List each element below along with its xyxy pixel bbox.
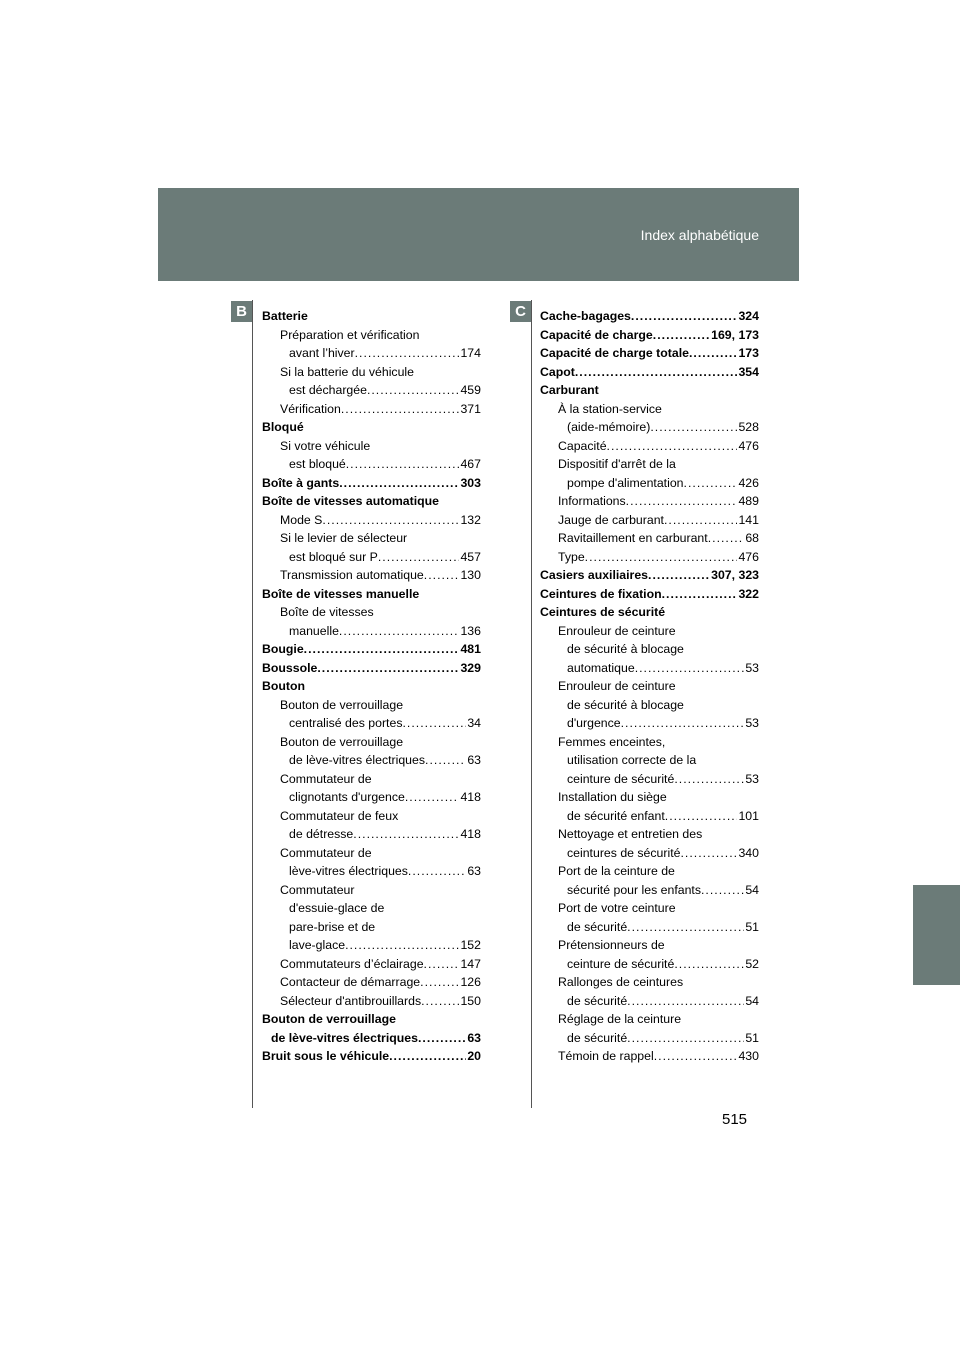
index-entry-page: 51	[745, 1030, 759, 1045]
index-entry-page: 322	[738, 586, 759, 601]
index-entry	[540, 899, 759, 918]
index-entry	[262, 548, 481, 567]
index-entry	[262, 899, 481, 918]
index-entry	[540, 566, 759, 585]
index-entry-page: 426	[738, 475, 759, 490]
index-entry	[540, 1029, 759, 1048]
dot-leader	[402, 714, 466, 733]
index-entry-text: de sécurité enfant	[567, 808, 665, 823]
index-entry-text: ceintures de sécurité	[567, 845, 681, 860]
index-entry	[262, 326, 481, 345]
index-entry-text: ceinture de sécurité	[567, 956, 675, 971]
index-entry-text: est bloqué sur P	[289, 549, 378, 564]
dot-leader	[635, 659, 745, 678]
index-entry-text: Ceintures de sécurité	[540, 605, 666, 619]
section-letter-badge-c: C	[510, 301, 531, 322]
index-entry-text: Ravitaillement en carburant	[558, 531, 708, 545]
index-entry	[540, 696, 759, 715]
index-entry	[262, 825, 481, 844]
index-entry-text: avant l’hiver	[289, 346, 355, 360]
index-entry-text: Boussole	[262, 660, 318, 675]
dot-leader	[421, 992, 459, 1011]
index-entry	[262, 936, 481, 955]
index-entry-page: 63	[467, 1030, 481, 1045]
index-entry-text: Transmission automatique	[280, 568, 424, 582]
index-entry-text: lave-glace	[289, 938, 346, 952]
dot-leader	[626, 492, 738, 511]
index-entry-page: 152	[460, 938, 481, 952]
index-entry-text: Prétensionneurs de	[558, 938, 665, 952]
index-entry-text: de lève-vitres électriques	[271, 1030, 418, 1045]
index-entry	[540, 751, 759, 770]
index-entry-text: Sélecteur d'antibrouillards	[280, 993, 422, 1008]
index-entry-text: Bruit sous le véhicule	[262, 1049, 390, 1063]
index-entry	[540, 770, 759, 789]
index-entry-text: d'essuie-glace de	[289, 901, 385, 915]
index-entry-page: 53	[745, 660, 759, 675]
index-entry-page: 481	[460, 642, 481, 656]
index-entry	[540, 807, 759, 826]
index-entry	[262, 529, 481, 548]
index-entry-page: 63	[467, 864, 481, 878]
dot-leader	[585, 548, 738, 567]
index-entry	[540, 677, 759, 696]
index-entry	[262, 418, 481, 437]
index-entry	[540, 955, 759, 974]
index-entry	[262, 566, 481, 585]
index-entry	[262, 696, 481, 715]
index-entry-text: Témoin de rappel	[558, 1049, 654, 1063]
index-entry	[262, 881, 481, 900]
index-entry-page: 68	[745, 531, 759, 545]
index-entry-page: 53	[745, 716, 759, 730]
dot-leader	[650, 418, 737, 437]
index-entry-text: Contacteur de démarrage	[280, 975, 421, 989]
index-entry-text: utilisation correcte de la	[567, 753, 697, 767]
index-entry-page: 51	[745, 919, 759, 934]
index-entry-text: Commutateur de	[280, 845, 372, 860]
index-entry-text: Bloqué	[262, 420, 304, 434]
index-entry-text: Commutateurs d’éclairage	[280, 956, 424, 971]
dot-leader	[304, 640, 460, 659]
index-entry	[540, 603, 759, 622]
index-entry-text: Carburant	[540, 383, 599, 397]
dot-leader	[575, 363, 738, 382]
dot-leader	[627, 992, 744, 1011]
dot-leader	[346, 455, 460, 474]
index-entry	[540, 363, 759, 382]
index-entry	[262, 733, 481, 752]
dot-leader	[405, 788, 460, 807]
dot-leader	[627, 1029, 744, 1048]
index-entry	[540, 548, 759, 567]
index-entry	[262, 770, 481, 789]
index-entry	[262, 659, 481, 678]
index-entry	[262, 511, 481, 530]
index-entry-text: manuelle	[289, 623, 339, 638]
index-entry-text: Capot	[540, 364, 575, 379]
index-entry-text: de sécurité à blocage	[567, 642, 684, 656]
dot-leader	[684, 474, 738, 493]
index-entry-page: 476	[738, 549, 759, 564]
dot-leader	[353, 825, 459, 844]
index-entry	[540, 1010, 759, 1029]
index-entry-text: centralisé des portes	[289, 716, 403, 730]
index-entry	[540, 400, 759, 419]
dot-leader	[664, 511, 738, 530]
dot-leader	[424, 955, 460, 974]
dot-leader	[339, 622, 460, 641]
index-entry	[262, 455, 481, 474]
index-entry-text: ceinture de sécurité	[567, 771, 675, 786]
index-entry	[262, 474, 481, 493]
index-entry-text: (aide-mémoire)	[567, 420, 651, 434]
column-divider-middle	[531, 300, 532, 1108]
index-entry	[540, 825, 759, 844]
index-entry-page: 457	[460, 549, 481, 564]
index-entry-text: Commutateur de feux	[280, 808, 399, 823]
dot-leader	[424, 566, 460, 585]
index-entry	[262, 844, 481, 863]
index-entry-text: Cache-bagages	[540, 309, 631, 323]
section-letter-badge-b: B	[231, 301, 252, 322]
index-entry-text: Boîte à gants	[262, 475, 340, 490]
index-entry-text: Si la batterie du véhicule	[280, 364, 414, 379]
index-entry-text: de sécurité à blocage	[567, 697, 684, 712]
index-entry-page: 174	[460, 346, 481, 360]
index-entry-text: Bouton de verrouillage	[262, 1012, 396, 1026]
index-entry	[540, 714, 759, 733]
index-entry	[540, 622, 759, 641]
index-entry	[540, 455, 759, 474]
index-entry-text: automatique	[567, 660, 635, 675]
index-entry-text: Boîte de vitesses automatique	[262, 494, 439, 508]
index-entry-text: Si votre véhicule	[280, 438, 371, 453]
index-entry-page: 53	[745, 771, 759, 786]
index-entry-page: 169, 173	[711, 327, 759, 342]
dot-leader	[680, 844, 737, 863]
index-entry-text: de sécurité	[567, 919, 628, 934]
index-entry-page: 141	[738, 512, 759, 527]
index-entry	[540, 344, 759, 363]
dot-leader	[418, 1029, 466, 1048]
index-entry	[540, 437, 759, 456]
index-entry-page: 324	[738, 309, 759, 323]
index-entry-text: Casiers auxiliaires	[540, 568, 649, 582]
index-entry-text: Rallonges de ceintures	[558, 975, 684, 989]
dot-leader	[420, 973, 459, 992]
dot-leader	[627, 918, 744, 937]
index-entry-page: 371	[460, 401, 481, 416]
index-entry-text: À la station-service	[558, 401, 662, 416]
index-entry	[262, 344, 481, 363]
index-entry	[540, 973, 759, 992]
dot-leader	[345, 936, 459, 955]
index-entry-text: est bloqué	[289, 457, 346, 471]
dot-leader	[674, 955, 744, 974]
index-entry-page: 147	[460, 956, 481, 971]
dot-leader	[665, 807, 738, 826]
dot-leader	[689, 344, 737, 363]
dot-leader	[378, 548, 460, 567]
index-entry	[262, 381, 481, 400]
section-side-tab	[913, 885, 960, 985]
index-entry-page: 467	[460, 457, 481, 471]
dot-leader	[339, 474, 459, 493]
index-entry	[540, 529, 759, 548]
index-column-c	[540, 307, 759, 1066]
index-entry	[540, 881, 759, 900]
index-entry-page: 20	[467, 1049, 481, 1063]
dot-leader	[408, 862, 466, 881]
dot-leader	[674, 770, 744, 789]
page-header	[158, 188, 799, 281]
index-entry	[540, 918, 759, 937]
index-entry	[262, 640, 481, 659]
index-entry-page: 34	[467, 716, 481, 730]
index-entry-page: 340	[738, 845, 759, 860]
index-entry-text: Bouton	[262, 679, 306, 693]
dot-leader	[648, 566, 710, 585]
dot-leader	[425, 751, 466, 770]
index-entry	[540, 474, 759, 493]
index-entry-text: de détresse	[289, 827, 354, 841]
dot-leader	[654, 1047, 738, 1066]
index-entry	[262, 918, 481, 937]
index-entry-text: Nettoyage et entretien des	[558, 827, 703, 841]
index-entry-page: 307, 323	[711, 568, 759, 582]
index-entry-page: 126	[460, 975, 481, 989]
index-entry-page: 476	[738, 438, 759, 453]
index-entry	[262, 492, 481, 511]
dot-leader	[708, 529, 745, 548]
page-number: 515	[722, 1111, 748, 1128]
index-entry	[262, 677, 481, 696]
index-entry-page: 489	[738, 494, 759, 508]
index-entry	[262, 1010, 481, 1029]
index-entry	[540, 936, 759, 955]
index-entry-text: Informations	[558, 494, 626, 508]
index-entry-page: 354	[738, 364, 759, 379]
index-entry	[540, 844, 759, 863]
index-entry	[540, 1047, 759, 1066]
index-entry-text: Installation du siège	[558, 790, 667, 804]
index-entry-page: 418	[460, 790, 481, 804]
index-entry	[262, 603, 481, 622]
index-entry	[262, 992, 481, 1011]
index-entry	[540, 511, 759, 530]
dot-leader	[317, 659, 459, 678]
index-entry-page: 52	[745, 956, 759, 971]
index-entry-text: Enrouleur de ceinture	[558, 679, 676, 693]
index-entry	[540, 640, 759, 659]
index-entry-page: 101	[738, 808, 759, 823]
index-entry-page: 63	[467, 753, 481, 767]
index-entry	[540, 788, 759, 807]
index-entry-page: 329	[460, 660, 481, 675]
index-entry-text: Mode S	[280, 512, 323, 527]
index-entry-page: 54	[745, 882, 759, 897]
index-entry	[262, 751, 481, 770]
index-entry-text: Bouton de verrouillage	[280, 697, 404, 712]
index-entry-text: Boîte de vitesses manuelle	[262, 586, 420, 601]
index-entry	[540, 418, 759, 437]
index-entry-text: Type	[558, 549, 585, 564]
index-entry-page: 132	[460, 512, 481, 527]
index-entry	[262, 437, 481, 456]
index-entry-page: 430	[738, 1049, 759, 1063]
index-entry-text: Ceintures de fixation	[540, 586, 662, 601]
index-entry-text: Préparation et vérification	[280, 327, 420, 342]
dot-leader	[355, 344, 460, 363]
index-entry-text: de sécurité	[567, 993, 628, 1008]
index-entry	[540, 381, 759, 400]
index-entry-text: lève-vitres électriques	[289, 864, 408, 878]
index-entry	[262, 363, 481, 382]
index-entry-text: Commutateur	[280, 882, 355, 897]
index-entry	[262, 807, 481, 826]
index-entry-text: Enrouleur de ceinture	[558, 623, 676, 638]
index-entry	[262, 622, 481, 641]
index-entry-page: 130	[460, 568, 481, 582]
index-entry-text: Boîte de vitesses	[280, 605, 374, 619]
dot-leader	[653, 326, 710, 345]
dot-leader	[341, 400, 460, 419]
index-entry-text: Bouton de verrouillage	[280, 734, 404, 749]
dot-leader	[322, 511, 459, 530]
index-entry-page: 303	[460, 475, 481, 490]
index-entry	[262, 714, 481, 733]
index-entry-text: Dispositif d'arrêt de la	[558, 457, 676, 471]
column-divider-left	[252, 300, 253, 1108]
index-entry-text: Commutateur de	[280, 771, 372, 786]
index-entry-page: 459	[460, 383, 481, 397]
index-entry-text: d'urgence	[567, 716, 621, 730]
index-entry-text: Réglage de la ceinture	[558, 1012, 682, 1026]
index-entry	[262, 955, 481, 974]
index-entry-page: 173	[738, 346, 759, 360]
index-entry-page: 418	[460, 827, 481, 841]
index-entry	[262, 862, 481, 881]
index-entry-page: 528	[738, 420, 759, 434]
dot-leader	[631, 307, 738, 326]
index-entry-text: sécurité pour les enfants	[567, 882, 701, 897]
header-title: Index alphabétique	[640, 227, 759, 243]
dot-leader	[389, 1047, 466, 1066]
index-entry-text: est déchargée	[289, 383, 367, 397]
index-entry	[540, 492, 759, 511]
index-entry-text: de sécurité	[567, 1030, 628, 1045]
index-entry-text: Capacité de charge totale	[540, 346, 689, 360]
index-entry	[262, 1029, 481, 1048]
index-entry-text: Port de la ceinture de	[558, 864, 675, 878]
index-entry-text: pompe d'alimentation	[567, 475, 684, 490]
index-entry	[540, 659, 759, 678]
index-entry-text: clignotants d'urgence	[289, 790, 405, 804]
dot-leader	[662, 585, 738, 604]
dot-leader	[607, 437, 738, 456]
index-entry-text: Bougie	[262, 642, 304, 656]
index-entry-page: 54	[745, 993, 759, 1008]
index-entry-text: Vérification	[280, 401, 341, 416]
index-entry-text: pare-brise et de	[289, 919, 376, 934]
index-entry	[262, 585, 481, 604]
dot-leader	[701, 881, 744, 900]
index-entry-page: 150	[460, 993, 481, 1008]
index-entry-text: Femmes enceintes,	[558, 734, 666, 749]
dot-leader	[367, 381, 460, 400]
index-entry-page: 136	[460, 623, 481, 638]
index-entry-text: de lève-vitres électriques	[289, 753, 426, 767]
index-entry	[262, 400, 481, 419]
index-entry	[540, 585, 759, 604]
index-entry	[262, 307, 481, 326]
index-entry-text: Capacité de charge	[540, 327, 653, 342]
index-entry	[262, 973, 481, 992]
index-entry-text: Batterie	[262, 309, 308, 323]
index-entry	[540, 733, 759, 752]
index-entry-text: Capacité	[558, 438, 607, 453]
index-entry	[540, 307, 759, 326]
index-entry	[540, 862, 759, 881]
index-entry	[540, 326, 759, 345]
index-entry-text: Si le levier de sélecteur	[280, 531, 408, 545]
dot-leader	[621, 714, 745, 733]
index-entry	[540, 992, 759, 1011]
index-column-b	[262, 307, 481, 1066]
index-entry	[262, 788, 481, 807]
index-entry-text: Port de votre ceinture	[558, 901, 676, 915]
index-entry	[262, 1047, 481, 1066]
index-entry-text: Jauge de carburant	[558, 512, 664, 527]
